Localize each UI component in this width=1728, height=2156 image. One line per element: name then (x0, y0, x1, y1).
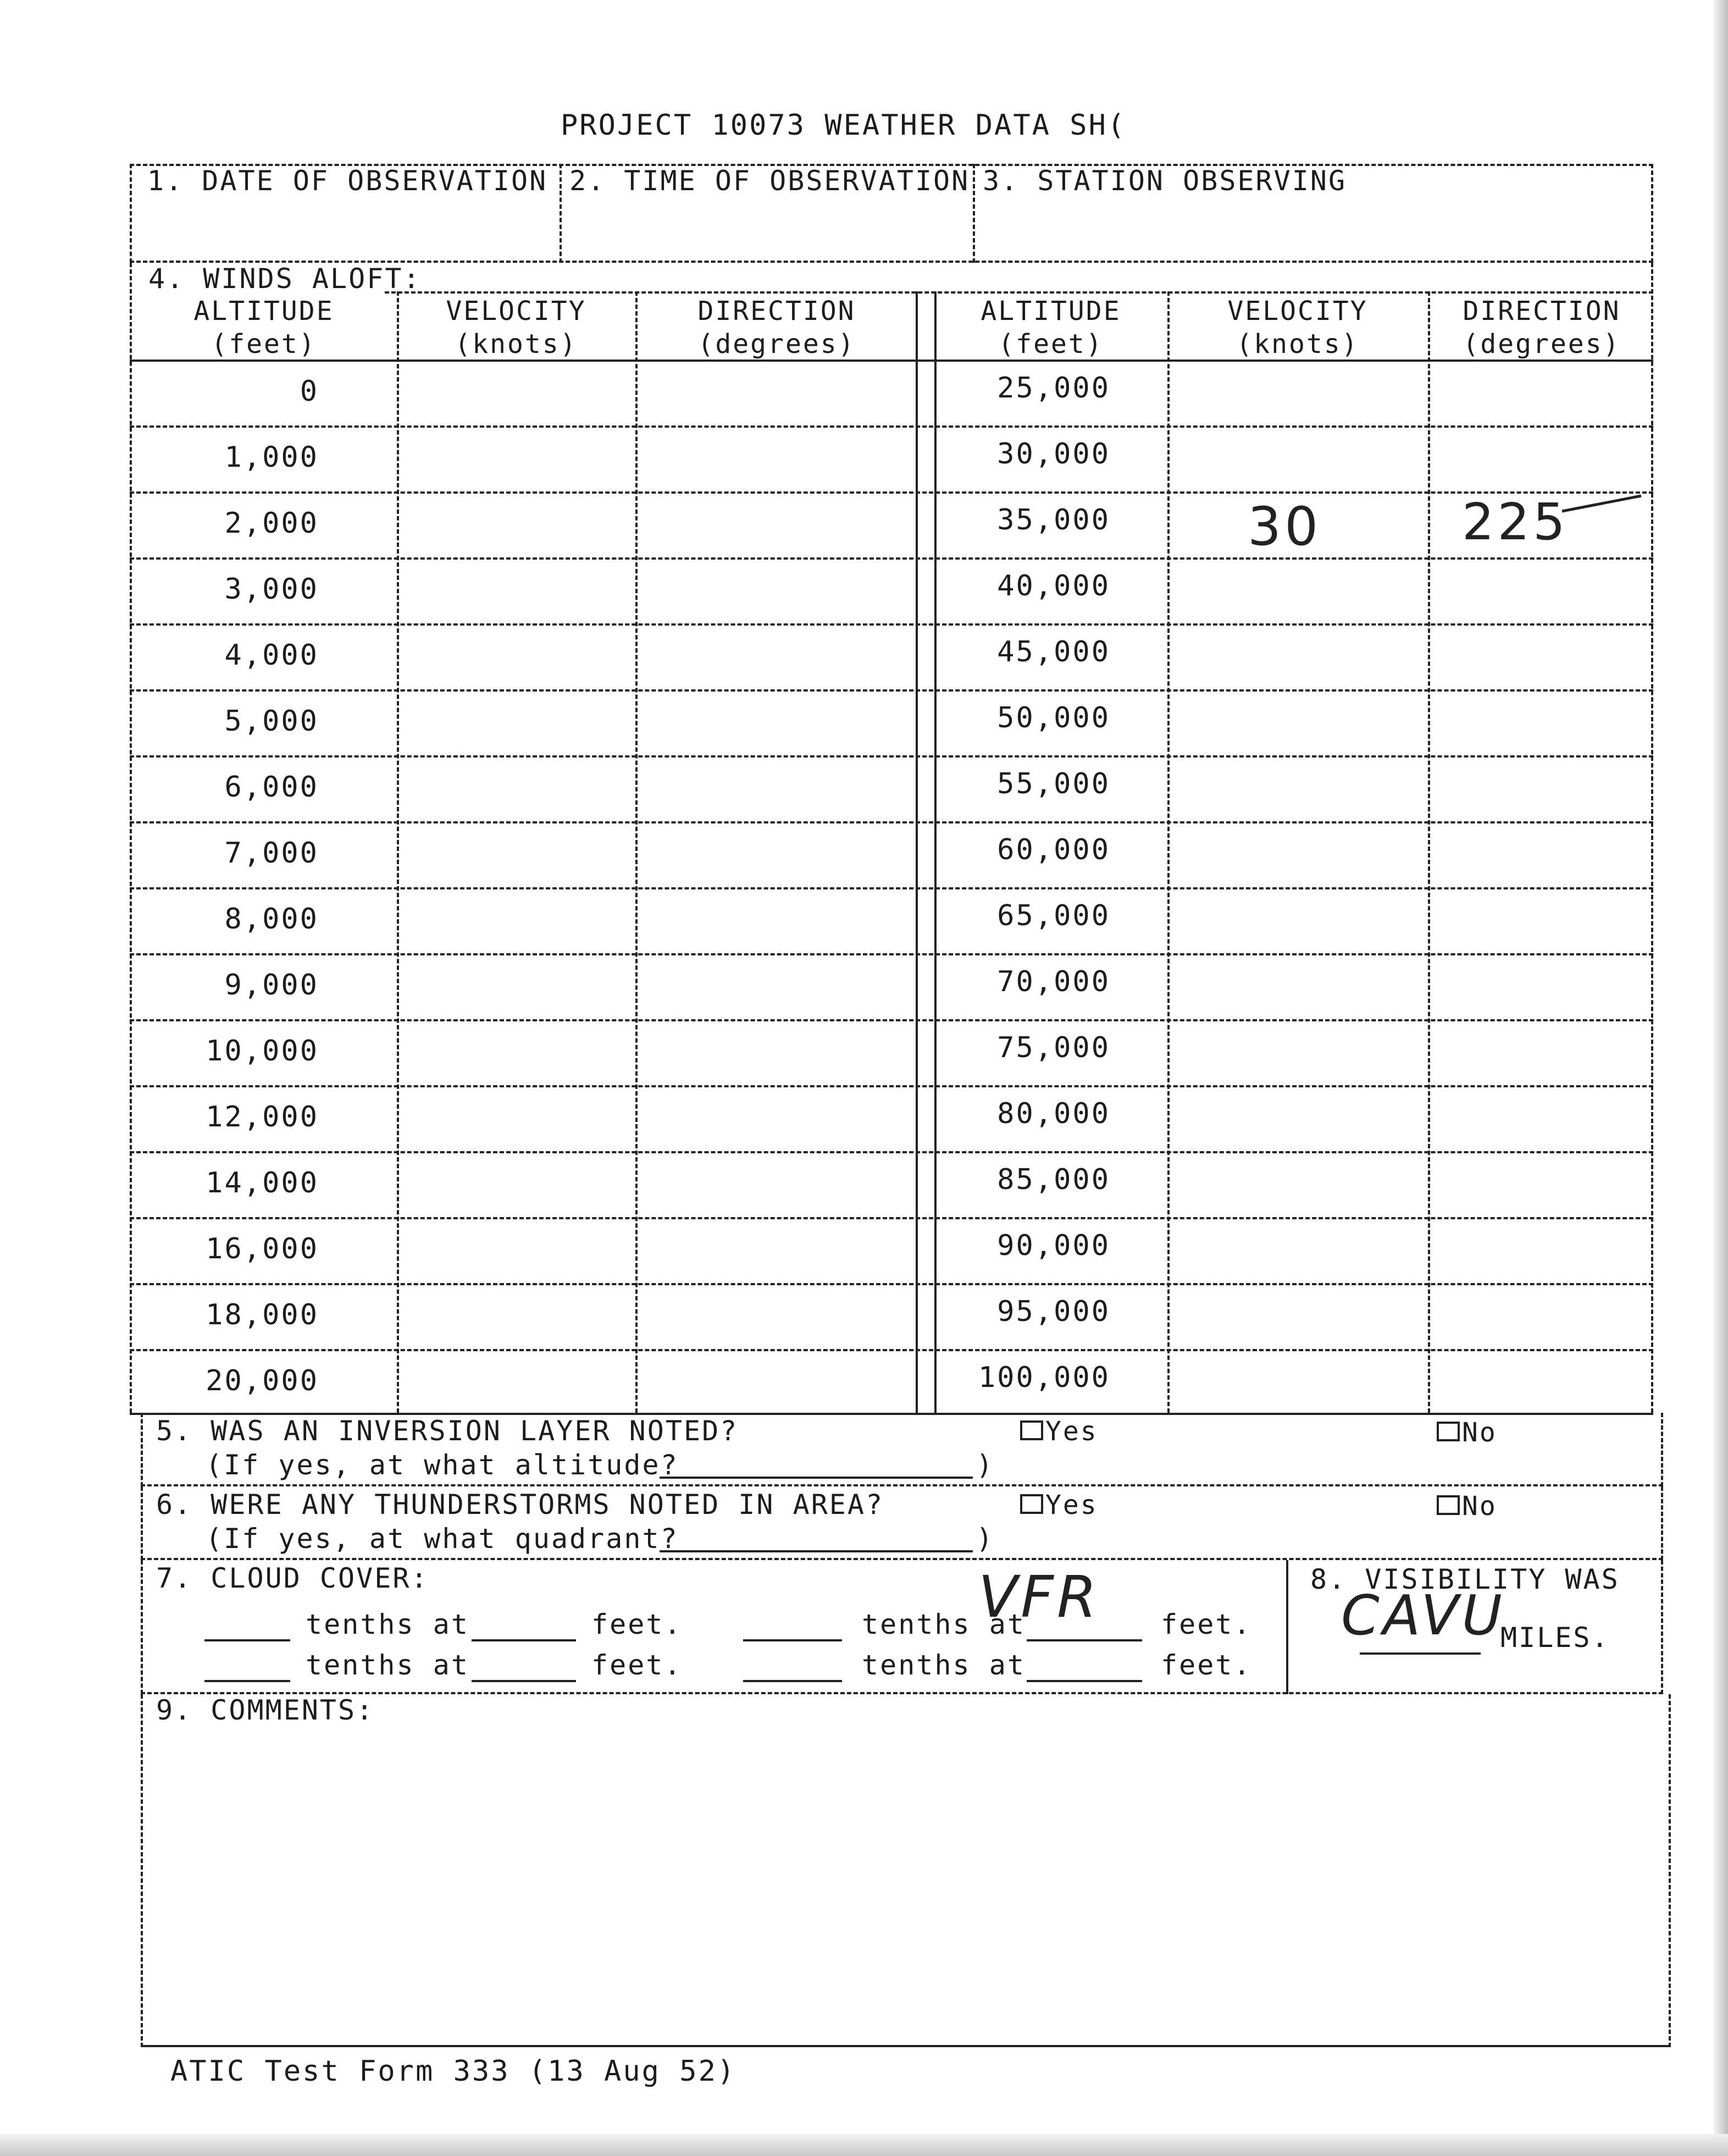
row-rule (130, 425, 1653, 428)
thunderstorm-no-checkbox[interactable] (1437, 1495, 1460, 1515)
inversion-no-checkbox[interactable] (1437, 1422, 1460, 1441)
table-cell: 95,000 (997, 1295, 1110, 1328)
page-edge (1714, 0, 1728, 2156)
table-cell: 50,000 (997, 701, 1110, 734)
column-divider (635, 291, 638, 1413)
row-rule (130, 953, 1653, 955)
column-divider (1167, 291, 1170, 1413)
table-cell: 2,000 (224, 507, 319, 540)
col-altitude-header: ALTITUDE (193, 296, 334, 327)
table-cell: 25,000 (997, 372, 1110, 405)
table-cell: 80,000 (997, 1097, 1110, 1130)
table-cell: 90,000 (997, 1229, 1110, 1262)
row-rule (130, 1349, 1653, 1351)
form-footer: ATIC Test Form 333 (13 Aug 52) (170, 2055, 736, 2088)
row-rule (130, 887, 1653, 889)
col-direction-unit: (degrees) (1463, 329, 1621, 360)
col-direction-header: DIRECTION (697, 296, 856, 327)
inversion-altitude-input[interactable] (660, 1477, 973, 1479)
tenths-at-label: tenths at (862, 1608, 1026, 1640)
feet-input[interactable] (1027, 1639, 1142, 1641)
table-cell: 45,000 (997, 635, 1110, 668)
table-cell: 85,000 (997, 1163, 1110, 1196)
divider (560, 164, 562, 263)
table-cell: 70,000 (997, 965, 1110, 998)
tenths-at-label: tenths at (306, 1649, 469, 1681)
row-rule (130, 1217, 1653, 1219)
row-rule (130, 1085, 1653, 1087)
table-header-rule (130, 360, 1653, 362)
table-cell: 60,000 (997, 833, 1110, 866)
winds-header-rule (385, 291, 1653, 294)
table-cell: 8,000 (224, 903, 319, 936)
time-of-observation-label: 2. TIME OF OBSERVATION (569, 165, 970, 197)
thunderstorm-question: 6. WERE ANY THUNDERSTORMS NOTED IN AREA? (156, 1489, 884, 1521)
page-edge (0, 2134, 1728, 2156)
row-rule (130, 821, 1653, 823)
feet-input[interactable] (472, 1680, 576, 1682)
row-rule (130, 1019, 1653, 1021)
winds-aloft-label: 4. WINDS ALOFT: (148, 263, 422, 295)
comments-section (141, 1694, 1671, 2047)
row-rule (130, 557, 1653, 560)
column-divider (934, 291, 937, 1413)
visibility-label: 8. VISIBILITY WAS (1310, 1563, 1620, 1595)
table-cell: 5,000 (224, 705, 319, 738)
column-divider (916, 291, 918, 1413)
table-cell: 7,000 (224, 837, 319, 870)
table-cell: 20,000 (206, 1364, 319, 1397)
row-rule (130, 491, 1653, 494)
col-velocity-unit: (knots) (455, 329, 578, 360)
table-cell: 16,000 (206, 1232, 319, 1265)
table-cell: 12,000 (206, 1101, 319, 1134)
feet-input[interactable] (1027, 1680, 1142, 1682)
visibility-input[interactable] (1360, 1652, 1481, 1655)
thunderstorm-followup: (If yes, at what quadrant? (206, 1523, 679, 1555)
tenths-at-label: tenths at (862, 1649, 1026, 1681)
table-cell: 6,000 (224, 771, 319, 804)
inversion-question: 5. WAS AN INVERSION LAYER NOTED? (156, 1415, 739, 1447)
no-label: No (1462, 1491, 1497, 1522)
yes-label: Yes (1045, 1490, 1098, 1521)
table-cell: 75,000 (997, 1031, 1110, 1064)
table-cell: 35,000 (997, 504, 1110, 537)
inversion-yes-checkbox[interactable] (1020, 1420, 1043, 1440)
miles-label: MILES. (1500, 1622, 1610, 1654)
handwritten-visibility: CAVU (1341, 1583, 1505, 1648)
form-title: PROJECT 10073 WEATHER DATA SH( (561, 109, 1127, 142)
thunderstorm-yes-checkbox[interactable] (1020, 1494, 1043, 1514)
feet-label: feet. (591, 1649, 683, 1681)
row-rule (130, 1283, 1653, 1285)
feet-label: feet. (1161, 1608, 1252, 1640)
tenths-input[interactable] (204, 1680, 290, 1682)
feet-input[interactable] (472, 1639, 576, 1641)
row-rule (130, 755, 1653, 758)
tenths-input[interactable] (743, 1680, 842, 1682)
table-cell: 0 (300, 375, 319, 408)
table-cell: 55,000 (997, 767, 1110, 800)
handwritten-direction: 225 (1462, 493, 1569, 551)
feet-label: feet. (1161, 1649, 1252, 1681)
table-cell: 30,000 (997, 438, 1110, 471)
table-cell: 10,000 (206, 1035, 319, 1068)
winds-aloft-section (130, 263, 1653, 1413)
inversion-followup: (If yes, at what altitude? (206, 1449, 679, 1481)
table-cell: 18,000 (206, 1298, 319, 1331)
col-altitude-unit: (feet) (211, 329, 317, 360)
handwritten-stroke (1561, 493, 1643, 515)
feet-label: feet. (591, 1608, 683, 1640)
handwritten-velocity: 30 (1248, 496, 1322, 557)
col-velocity-header: VELOCITY (446, 296, 586, 327)
table-cell: 3,000 (224, 573, 319, 606)
column-divider (397, 291, 399, 1413)
row-rule (130, 623, 1653, 626)
table-cell: 100,000 (978, 1361, 1110, 1394)
yes-label: Yes (1045, 1416, 1098, 1447)
divider (1286, 1560, 1288, 1694)
date-of-observation-label: 1. DATE OF OBSERVATION (147, 165, 548, 197)
tenths-at-label: tenths at (306, 1608, 469, 1640)
table-cell: 9,000 (224, 969, 319, 1002)
station-observing-label: 3. STATION OBSERVING (983, 165, 1347, 197)
divider (973, 164, 975, 263)
col-velocity-unit: (knots) (1236, 329, 1359, 360)
table-cell: 4,000 (224, 639, 319, 672)
cloud-cover-label: 7. CLOUD COVER: (156, 1562, 429, 1594)
column-divider (1428, 291, 1430, 1413)
comments-label: 9. COMMENTS: (156, 1694, 375, 1726)
close-paren: ) (976, 1523, 995, 1555)
col-velocity-header: VELOCITY (1227, 296, 1368, 327)
tenths-input[interactable] (743, 1639, 842, 1641)
table-cell: 1,000 (224, 441, 319, 474)
handwritten-cloud-cover: VFR (978, 1563, 1100, 1630)
col-direction-unit: (degrees) (697, 329, 856, 360)
no-label: No (1462, 1417, 1497, 1448)
thunderstorm-quadrant-input[interactable] (660, 1550, 973, 1552)
close-paren: ) (976, 1449, 995, 1481)
table-cell: 40,000 (997, 570, 1110, 602)
col-direction-header: DIRECTION (1463, 296, 1621, 327)
table-cell: 65,000 (997, 899, 1110, 932)
table-cell: 14,000 (206, 1167, 319, 1199)
row-rule (130, 1151, 1653, 1153)
col-altitude-header: ALTITUDE (981, 296, 1121, 327)
row-rule (130, 689, 1653, 692)
col-altitude-unit: (feet) (998, 329, 1104, 360)
tenths-input[interactable] (204, 1639, 290, 1641)
